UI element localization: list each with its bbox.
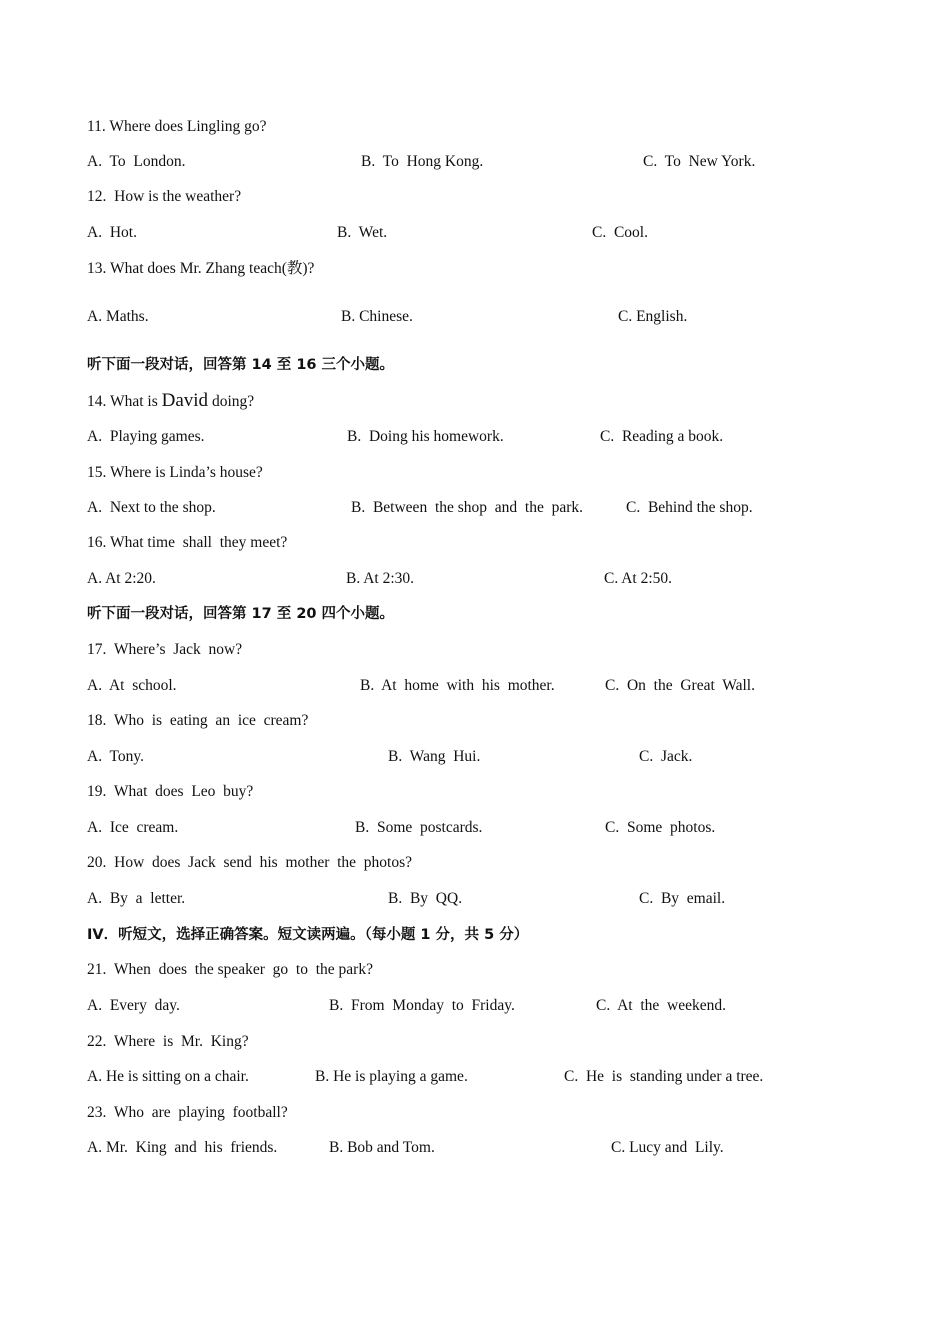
q13-option-c: C. English. (618, 308, 688, 325)
q17-option-b: B. At home with his mother. (360, 677, 555, 694)
question-23: 23. Who are playing football? (87, 1104, 288, 1121)
q13-option-a: A. Maths. (87, 308, 149, 325)
question-13: 13. What does Mr. Zhang teach(教)? (87, 260, 315, 277)
q15-option-c: C. Behind the shop. (626, 499, 753, 516)
q11-option-b: B. To Hong Kong. (361, 153, 484, 170)
q21-option-b: B. From Monday to Friday. (329, 997, 515, 1014)
q18-option-a: A. Tony. (87, 748, 145, 765)
q11-option-a: A. To London. (87, 153, 186, 170)
q14-name: David (161, 390, 209, 411)
q14-prefix: 14. What is (87, 393, 162, 410)
question-22: 22. Where is Mr. King? (87, 1033, 249, 1050)
q17-option-a: A. At school. (87, 677, 177, 694)
question-19: 19. What does Leo buy? (87, 783, 254, 800)
q13-option-b: B. Chinese. (341, 308, 413, 325)
question-20: 20. How does Jack send his mother the photos? (87, 854, 413, 871)
question-21: 21. When does the speaker go to the park? (87, 961, 373, 978)
q19-option-a: A. Ice cream. (87, 819, 179, 836)
q18-option-b: B. Wang Hui. (388, 748, 481, 765)
q16-option-b: B. At 2:30. (346, 570, 415, 587)
q22-option-b: B. He is playing a game. (315, 1068, 468, 1085)
q21-option-a: A. Every day. (87, 997, 180, 1014)
q22-option-c: C. He is standing under a tree. (564, 1068, 764, 1085)
q18-option-c: C. Jack. (639, 748, 693, 765)
q20-option-a: A. By a letter. (87, 890, 186, 907)
question-11: 11. Where does Lingling go? (87, 118, 267, 135)
section-heading-14-16: 听下面一段对话，回答第 14 至 16 三个小题。 (87, 357, 395, 373)
q19-option-c: C. Some photos. (605, 819, 716, 836)
q20-option-c: C. By email. (639, 890, 726, 907)
question-12: 12. How is the weather? (87, 188, 242, 205)
q23-option-a: A. Mr. King and his friends. (87, 1139, 278, 1156)
q16-option-a: A. At 2:20. (87, 570, 156, 587)
q23-option-c: C. Lucy and Lily. (611, 1139, 724, 1156)
q15-option-b: B. Between the shop and the park. (351, 499, 584, 516)
q16-option-c: C. At 2:50. (604, 570, 673, 587)
q19-option-b: B. Some postcards. (355, 819, 483, 836)
q20-option-b: B. By QQ. (388, 890, 463, 907)
q12-option-a: A. Hot. (87, 224, 137, 241)
q12-option-b: B. Wet. (337, 224, 388, 241)
section-heading-iv: IV．听短文，选择正确答案。短文读两遍。（每小题 1 分，共 5 分） (87, 927, 529, 943)
question-18: 18. Who is eating an ice cream? (87, 712, 309, 729)
q14-option-b: B. Doing his homework. (347, 428, 504, 445)
q21-option-c: C. At the weekend. (596, 997, 727, 1014)
q23-option-b: B. Bob and Tom. (329, 1139, 435, 1156)
section-heading-17-20: 听下面一段对话，回答第 17 至 20 四个小题。 (87, 606, 395, 622)
q14-option-c: C. Reading a book. (600, 428, 724, 445)
q11-option-c: C. To New York. (643, 153, 756, 170)
question-16: 16. What time shall they meet? (87, 534, 288, 551)
q17-option-c: C. On the Great Wall. (605, 677, 755, 694)
q14-option-a: A. Playing games. (87, 428, 205, 445)
q14-suffix: doing? (208, 393, 255, 410)
question-15: 15. Where is Linda’s house? (87, 464, 263, 481)
question-17: 17. Where’s Jack now? (87, 641, 243, 658)
q22-option-a: A. He is sitting on a chair. (87, 1068, 249, 1085)
q12-option-c: C. Cool. (592, 224, 648, 241)
q15-option-a: A. Next to the shop. (87, 499, 216, 516)
question-14 (87, 391, 254, 412)
